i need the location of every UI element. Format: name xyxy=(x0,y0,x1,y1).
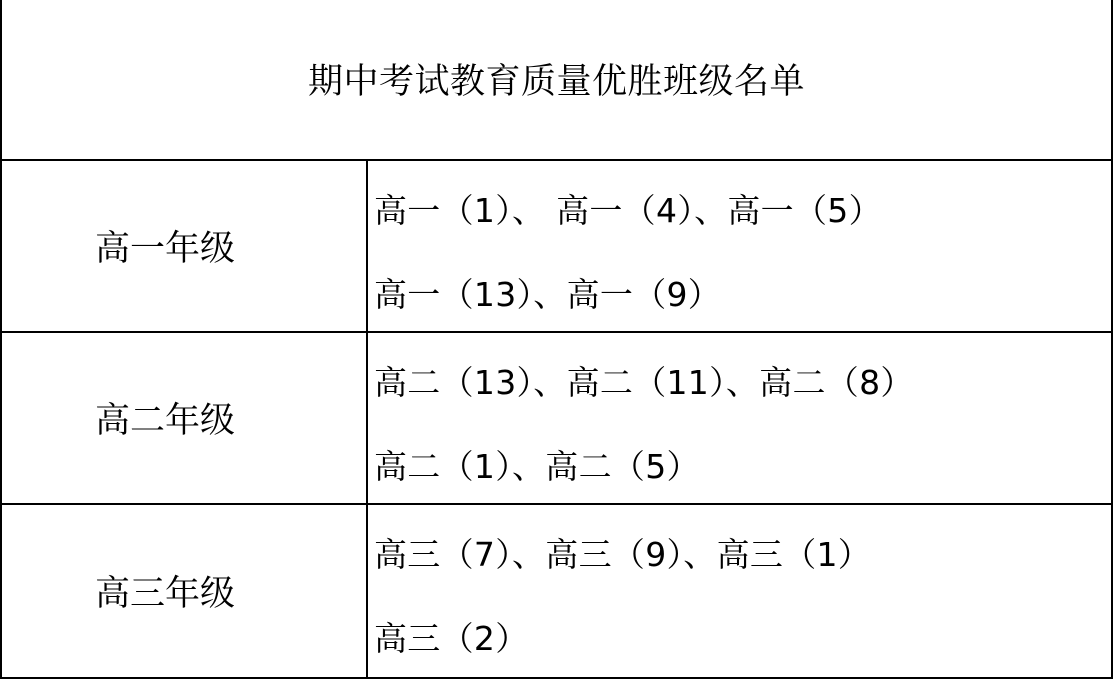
table-row xyxy=(0,505,1113,679)
class-list-line: 高三（7）、高三（9）、高三（1） xyxy=(374,535,872,574)
classes-cell xyxy=(368,161,1111,331)
class-list-line: 高三（2） xyxy=(374,619,529,658)
class-list-line: 高一（1）、 高一（4）、高一（5） xyxy=(374,191,882,230)
class-list-line: 高二（1）、高二（5） xyxy=(374,447,700,486)
table-row xyxy=(0,333,1113,505)
table-title: 期中考试教育质量优胜班级名单 xyxy=(307,61,805,102)
classes-cell xyxy=(368,505,1111,677)
table-title-row xyxy=(0,0,1113,161)
grade-cell xyxy=(2,161,368,331)
table-row xyxy=(0,161,1113,333)
grade-label: 高二年级 xyxy=(94,401,235,441)
grade-cell xyxy=(2,333,368,503)
grade-label: 高三年级 xyxy=(94,574,235,614)
grade-label: 高一年级 xyxy=(94,229,235,269)
grade-cell xyxy=(2,505,368,677)
class-list-line: 高二（13）、高二（11）、高二（8） xyxy=(374,363,914,402)
class-list-line: 高一（13）、高一（9） xyxy=(374,275,722,314)
classes-cell xyxy=(368,333,1111,503)
